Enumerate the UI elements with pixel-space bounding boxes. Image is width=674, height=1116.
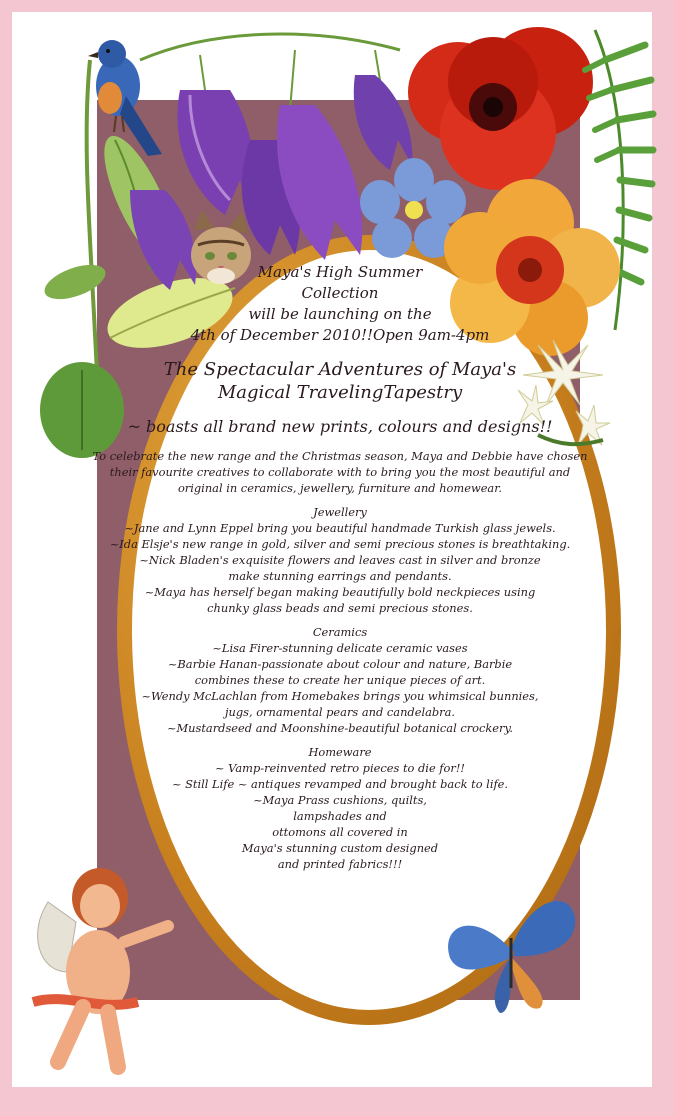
homeware-title: Homeware: [308, 745, 372, 759]
jewellery-title: Jewellery: [313, 505, 367, 519]
boast-line: ~ boasts all brand new prints, colours and designs!!: [127, 417, 553, 436]
jewellery-section: [90, 504, 590, 616]
intro-line-1: To celebrate the new range and the Christmas season, Maya and Debbie have chosen: [92, 449, 588, 463]
jewellery-line: ~Maya has herself began making beautifully bold neckpieces using: [144, 585, 536, 599]
ceramics-section: [90, 624, 590, 736]
homeware-line: ottomons all covered in: [272, 825, 408, 839]
poster-text: [90, 262, 590, 880]
headline-line-3: will be launching on the: [248, 305, 432, 323]
jewellery-line: make stunning earrings and pendants.: [228, 569, 452, 583]
homeware-line: ~ Still Life ~ antiques revamped and brought back to life.: [171, 777, 509, 791]
ceramics-line: jugs, ornamental pears and candelabra.: [224, 705, 456, 719]
headline-line-4: 4th of December 2010!!Open 9am-4pm: [190, 326, 490, 344]
headline-line-2: Collection: [301, 284, 379, 302]
jewellery-line: ~Nick Bladen's exquisite flowers and leaves cast in silver and bronze: [139, 553, 541, 567]
homeware-line: and printed fabrics!!!: [277, 857, 403, 871]
intro-line-2: their favourite creatives to collaborate with to bring you the most beautiful and: [109, 465, 571, 479]
jewellery-line: chunky glass beads and semi precious stones.: [207, 601, 473, 615]
collection-title: [90, 358, 590, 404]
ceramics-title: Ceramics: [312, 625, 368, 639]
ceramics-line: ~Lisa Firer-stunning delicate ceramic vases: [212, 641, 468, 655]
launch-announcement: [90, 262, 590, 346]
headline-line-1: Maya's High Summer: [257, 263, 423, 281]
ceramics-line: ~Wendy McLachlan from Homebakes brings you whimsical bunnies,: [141, 689, 539, 703]
homeware-line: ~Maya Prass cushions, quilts,: [253, 793, 427, 807]
title-line-1: The Spectacular Adventures of Maya's: [163, 359, 517, 380]
ceramics-line: ~Mustardseed and Moonshine-beautiful botanical crockery.: [166, 721, 514, 735]
homeware-line: ~ Vamp-reinvented retro pieces to die for!!: [215, 761, 465, 775]
homeware-section: [90, 744, 590, 872]
jewellery-line: ~Ida Elsje's new range in gold, silver and semi precious stones is breathtaking.: [109, 537, 571, 551]
homeware-line: lampshades and: [293, 809, 387, 823]
intro-line-3: original in ceramics, jewellery, furniture and homewear.: [177, 481, 503, 495]
cherub-icon: [28, 862, 172, 1074]
jewellery-line: ~Jane and Lynn Eppel bring you beautiful handmade Turkish glass jewels.: [124, 521, 556, 535]
ceramics-line: ~Barbie Hanan-passionate about colour and nature, Barbie: [167, 657, 513, 671]
title-line-2: Magical TravelingTapestry: [217, 382, 463, 403]
intro-paragraph: [90, 448, 590, 496]
homeware-line: Maya's stunning custom designed: [241, 841, 439, 855]
butterfly-icon: [440, 888, 580, 1018]
ceramics-line: combines these to create her unique pieces of art.: [194, 673, 486, 687]
